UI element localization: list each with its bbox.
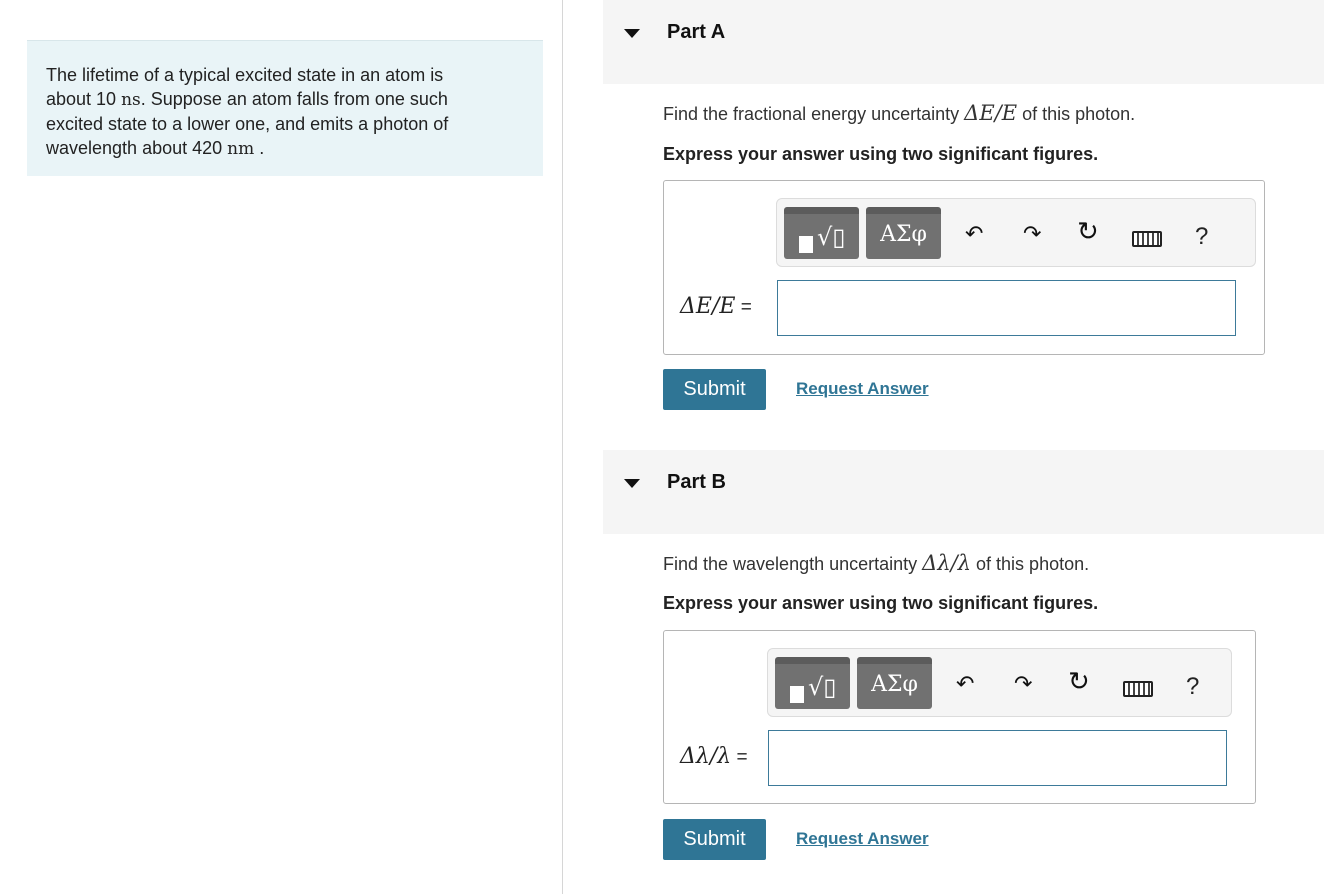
question-text: Find the fractional energy uncertainty bbox=[663, 104, 965, 124]
question-text: of this photon. bbox=[971, 554, 1090, 574]
reset-icon[interactable]: ↻ bbox=[1077, 217, 1099, 247]
collapse-caret-icon[interactable] bbox=[624, 29, 640, 38]
help-button[interactable]: ? bbox=[1186, 673, 1200, 700]
intro-line-3: excited state to a lower one, and emits a photon of bbox=[46, 114, 449, 134]
sqrt-icon: √▯ bbox=[817, 223, 846, 251]
problem-pane bbox=[0, 0, 563, 894]
help-button[interactable]: ? bbox=[1195, 223, 1209, 250]
submit-button[interactable]: Submit bbox=[663, 369, 766, 410]
submit-button[interactable]: Submit bbox=[663, 819, 766, 860]
question-math: ΔE/E bbox=[964, 101, 1018, 125]
unit-ns: ns bbox=[121, 90, 141, 110]
unit-nm: nm bbox=[227, 139, 255, 159]
answer-input[interactable] bbox=[768, 730, 1227, 786]
part-a-title: Part A bbox=[667, 21, 726, 43]
templates-button[interactable] bbox=[784, 207, 859, 259]
variable-label bbox=[680, 294, 752, 319]
request-answer-link[interactable]: Request Answer bbox=[796, 379, 929, 398]
part-a-header[interactable] bbox=[603, 0, 1324, 84]
intro-text: . bbox=[254, 138, 265, 158]
part-b-answer-box bbox=[663, 630, 1256, 804]
intro-text: about 10 bbox=[46, 89, 122, 109]
undo-icon[interactable]: ↶ bbox=[956, 672, 975, 697]
math-toolbar bbox=[767, 648, 1232, 717]
part-b-question bbox=[663, 551, 1089, 575]
request-answer-link[interactable]: Request Answer bbox=[796, 829, 929, 848]
equals-sign: = bbox=[731, 747, 748, 768]
templates-button[interactable] bbox=[775, 657, 850, 709]
part-b-header[interactable] bbox=[603, 450, 1324, 534]
part-a-instruction: Express your answer using two significant figures. bbox=[663, 144, 1099, 164]
intro-line-4 bbox=[46, 136, 525, 161]
templates-icon bbox=[799, 236, 813, 253]
keyboard-icon[interactable] bbox=[1132, 231, 1162, 247]
intro-line-2 bbox=[46, 87, 525, 112]
part-a-answer-box bbox=[663, 180, 1265, 355]
answer-input[interactable] bbox=[777, 280, 1236, 336]
intro-text: wavelength about 420 bbox=[46, 138, 228, 158]
math-toolbar bbox=[776, 198, 1256, 267]
part-b-title: Part B bbox=[667, 471, 726, 493]
variable-math: ΔE/E bbox=[680, 294, 736, 319]
intro-text: . Suppose an atom falls from one such bbox=[140, 89, 448, 109]
variable-label bbox=[680, 744, 748, 769]
intro-line-1: The lifetime of a typical excited state in an atom is bbox=[46, 65, 444, 85]
part-b-instruction: Express your answer using two significant figures. bbox=[663, 593, 1099, 613]
part-a-question bbox=[663, 101, 1135, 125]
reset-icon[interactable]: ↻ bbox=[1068, 667, 1090, 697]
redo-icon[interactable]: ↷ bbox=[1014, 672, 1033, 697]
undo-icon[interactable]: ↶ bbox=[965, 222, 984, 247]
question-text: Find the wavelength uncertainty bbox=[663, 554, 923, 574]
templates-icon bbox=[790, 686, 804, 703]
problem-statement bbox=[27, 40, 543, 176]
equals-sign: = bbox=[735, 297, 752, 318]
greek-symbols-button[interactable]: ΑΣφ bbox=[857, 657, 932, 709]
greek-symbols-button[interactable]: ΑΣφ bbox=[866, 207, 941, 259]
question-text: of this photon. bbox=[1017, 104, 1136, 124]
question-math: Δλ/λ bbox=[922, 551, 972, 575]
redo-icon[interactable]: ↷ bbox=[1023, 222, 1042, 247]
sqrt-icon: √▯ bbox=[808, 673, 837, 701]
variable-math: Δλ/λ bbox=[680, 744, 732, 769]
keyboard-icon[interactable] bbox=[1123, 681, 1153, 697]
collapse-caret-icon[interactable] bbox=[624, 479, 640, 488]
